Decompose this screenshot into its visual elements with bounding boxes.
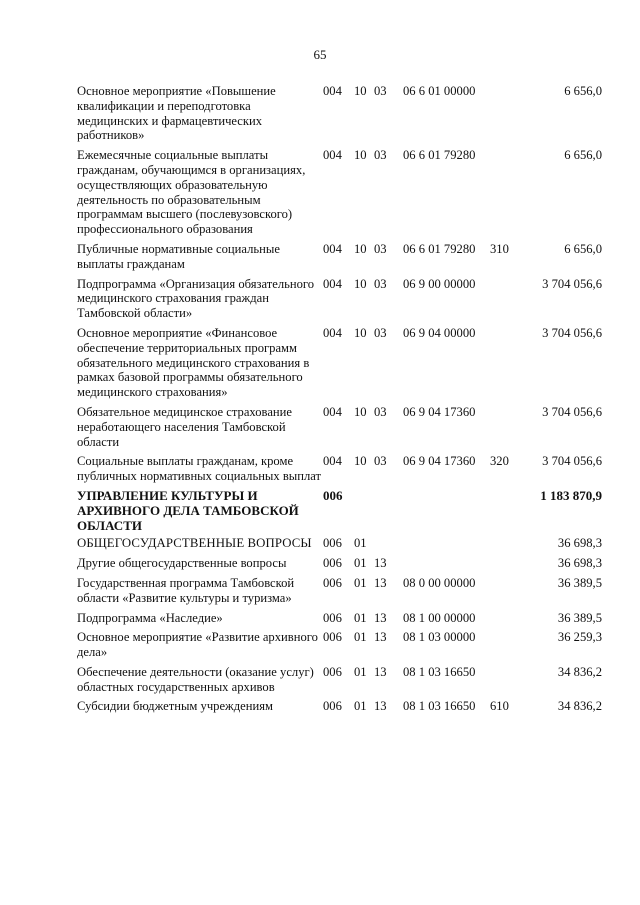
row-ved: 006 (323, 630, 342, 645)
row-name: Ежемесячные социальные выплаты гражданам, обучающимся в организациях, осуществляющих образовательную деятельность по образовательным программам высшего (послевузовского) профессионального образования (77, 148, 306, 237)
row-vr (490, 556, 529, 576)
row-pr (371, 489, 403, 536)
row-ved: 006 (323, 664, 342, 679)
row-vr (490, 630, 529, 665)
row-pr (371, 536, 403, 556)
row-rz: 10 (354, 276, 367, 291)
row-name: Публичные нормативные социальные выплаты гражданам (77, 241, 280, 271)
table-row (77, 576, 602, 611)
row-vr (490, 405, 529, 454)
page-number: 65 (313, 47, 327, 62)
table-row (77, 84, 602, 148)
row-pr: 03 (374, 276, 387, 291)
row-csr: 06 9 04 17360 (403, 454, 476, 469)
row-rz: 01 (354, 556, 367, 571)
row-vr: 610 (490, 699, 509, 714)
row-ved: 006 (323, 699, 342, 714)
row-sum: 3 704 056,6 (542, 276, 602, 291)
row-sum: 36 389,5 (557, 610, 602, 625)
row-rz (354, 489, 371, 536)
row-pr: 13 (374, 610, 387, 625)
row-csr: 06 6 01 00000 (403, 84, 476, 98)
row-vr (490, 536, 529, 556)
row-ved: 006 (323, 487, 343, 503)
row-pr: 13 (374, 630, 387, 645)
row-vr (490, 665, 529, 700)
table-row (77, 611, 602, 631)
row-name: Подпрограмма «Организация обязательного медицинского страхования граждан Тамбовской области» (77, 276, 315, 321)
table-row (77, 405, 602, 454)
row-sum: 36 698,3 (557, 556, 602, 571)
row-csr (403, 536, 490, 556)
row-name: Другие общегосударственные вопросы (77, 556, 287, 571)
row-sum: 34 836,2 (557, 664, 602, 679)
row-rz: 01 (354, 664, 367, 679)
table-row-section (77, 536, 602, 556)
table-row (77, 148, 602, 242)
row-name: Основное мероприятие «Развитие архивного дела» (77, 630, 318, 660)
row-vr: 320 (490, 454, 509, 469)
row-sum: 36 698,3 (557, 536, 602, 551)
row-rz: 10 (354, 325, 367, 340)
row-name: Субсидии бюджетным учреждениям (77, 699, 273, 714)
row-sum: 6 656,0 (564, 241, 602, 256)
row-pr: 03 (374, 241, 387, 256)
row-sum: 6 656,0 (564, 84, 602, 98)
row-name: Основное мероприятие «Повышение квалификации и переподготовка медицинских и фармацевтических работников» (77, 84, 276, 143)
table-row (77, 277, 602, 326)
row-csr: 08 1 03 00000 (403, 630, 476, 645)
budget-table (77, 84, 602, 719)
row-rz: 01 (354, 610, 367, 625)
row-vr (490, 489, 529, 536)
row-csr: 06 9 04 00000 (403, 325, 476, 340)
row-name: Обязательное медицинское страхование неработающего населения Тамбовской области (77, 404, 292, 449)
row-sum: 3 704 056,6 (542, 454, 602, 469)
row-vr (490, 326, 529, 405)
row-pr: 13 (374, 556, 387, 571)
row-pr: 03 (374, 454, 387, 469)
row-name: ОБЩЕГОСУДАРСТВЕННЫЕ ВОПРОСЫ (77, 536, 312, 551)
row-csr: 06 6 01 79280 (403, 148, 476, 163)
row-csr: 06 6 01 79280 (403, 241, 476, 256)
table-row (77, 242, 602, 277)
row-vr (490, 277, 529, 326)
table-row (77, 556, 602, 576)
row-sum: 34 836,2 (557, 699, 602, 714)
row-csr: 08 1 03 16650 (403, 664, 476, 679)
row-rz: 10 (354, 404, 367, 419)
row-rz: 10 (354, 454, 367, 469)
row-ved: 004 (323, 241, 342, 256)
row-sum: 3 704 056,6 (542, 404, 602, 419)
row-name: УПРАВЛЕНИЕ КУЛЬТУРЫ И АРХИВНОГО ДЕЛА ТАМБОВСКОЙ ОБЛАСТИ (77, 487, 299, 533)
table-row (77, 630, 602, 665)
row-vr (490, 576, 529, 611)
row-pr: 13 (374, 575, 387, 590)
table-row (77, 699, 602, 719)
row-name: Основное мероприятие «Финансовое обеспечение территориальных программ обязательного медицинского страхования в рамках базовой программы обязательного медицинского страхования» (77, 325, 310, 400)
table-row-department (77, 489, 602, 536)
row-pr: 03 (374, 325, 387, 340)
row-pr: 03 (374, 84, 387, 98)
row-ved: 004 (323, 276, 342, 291)
row-rz: 01 (354, 699, 367, 714)
row-ved: 006 (323, 610, 342, 625)
row-pr: 13 (374, 699, 387, 714)
row-csr (403, 556, 490, 576)
row-csr: 08 1 00 00000 (403, 610, 476, 625)
row-csr: 06 9 00 00000 (403, 276, 476, 291)
row-rz: 01 (354, 575, 367, 590)
row-csr (403, 489, 490, 536)
row-csr: 08 1 03 16650 (403, 699, 476, 714)
row-ved: 004 (323, 148, 342, 163)
row-sum: 36 259,3 (557, 630, 602, 645)
table-row (77, 665, 602, 700)
row-name: Социальные выплаты гражданам, кроме публичных нормативных социальных выплат (77, 454, 322, 484)
row-name: Обеспечение деятельности (оказание услуг) областных государственных архивов (77, 664, 314, 694)
row-vr (490, 84, 529, 148)
row-sum: 36 389,5 (557, 575, 602, 590)
row-vr: 310 (490, 241, 509, 256)
row-sum: 6 656,0 (564, 148, 602, 163)
row-pr: 03 (374, 404, 387, 419)
row-ved: 004 (323, 84, 342, 98)
row-sum: 1 183 870,9 (540, 487, 602, 503)
row-pr: 13 (374, 664, 387, 679)
row-ved: 006 (323, 575, 342, 590)
row-sum: 3 704 056,6 (542, 325, 602, 340)
row-rz: 01 (354, 536, 367, 551)
row-rz: 10 (354, 84, 367, 98)
table-row (77, 326, 602, 405)
row-ved: 006 (323, 556, 342, 571)
row-ved: 004 (323, 325, 342, 340)
row-csr: 06 9 04 17360 (403, 404, 476, 419)
row-csr: 08 0 00 00000 (403, 575, 476, 590)
row-pr: 03 (374, 148, 387, 163)
row-vr (490, 148, 529, 242)
row-rz: 10 (354, 241, 367, 256)
row-name: Государственная программа Тамбовской области «Развитие культуры и туризма» (77, 575, 295, 605)
row-ved: 004 (323, 404, 342, 419)
row-rz: 10 (354, 148, 367, 163)
table-row (77, 454, 602, 489)
row-ved: 006 (323, 536, 342, 551)
row-rz: 01 (354, 630, 367, 645)
row-vr (490, 611, 529, 631)
row-name: Подпрограмма «Наследие» (77, 610, 223, 625)
row-ved: 004 (323, 454, 342, 469)
